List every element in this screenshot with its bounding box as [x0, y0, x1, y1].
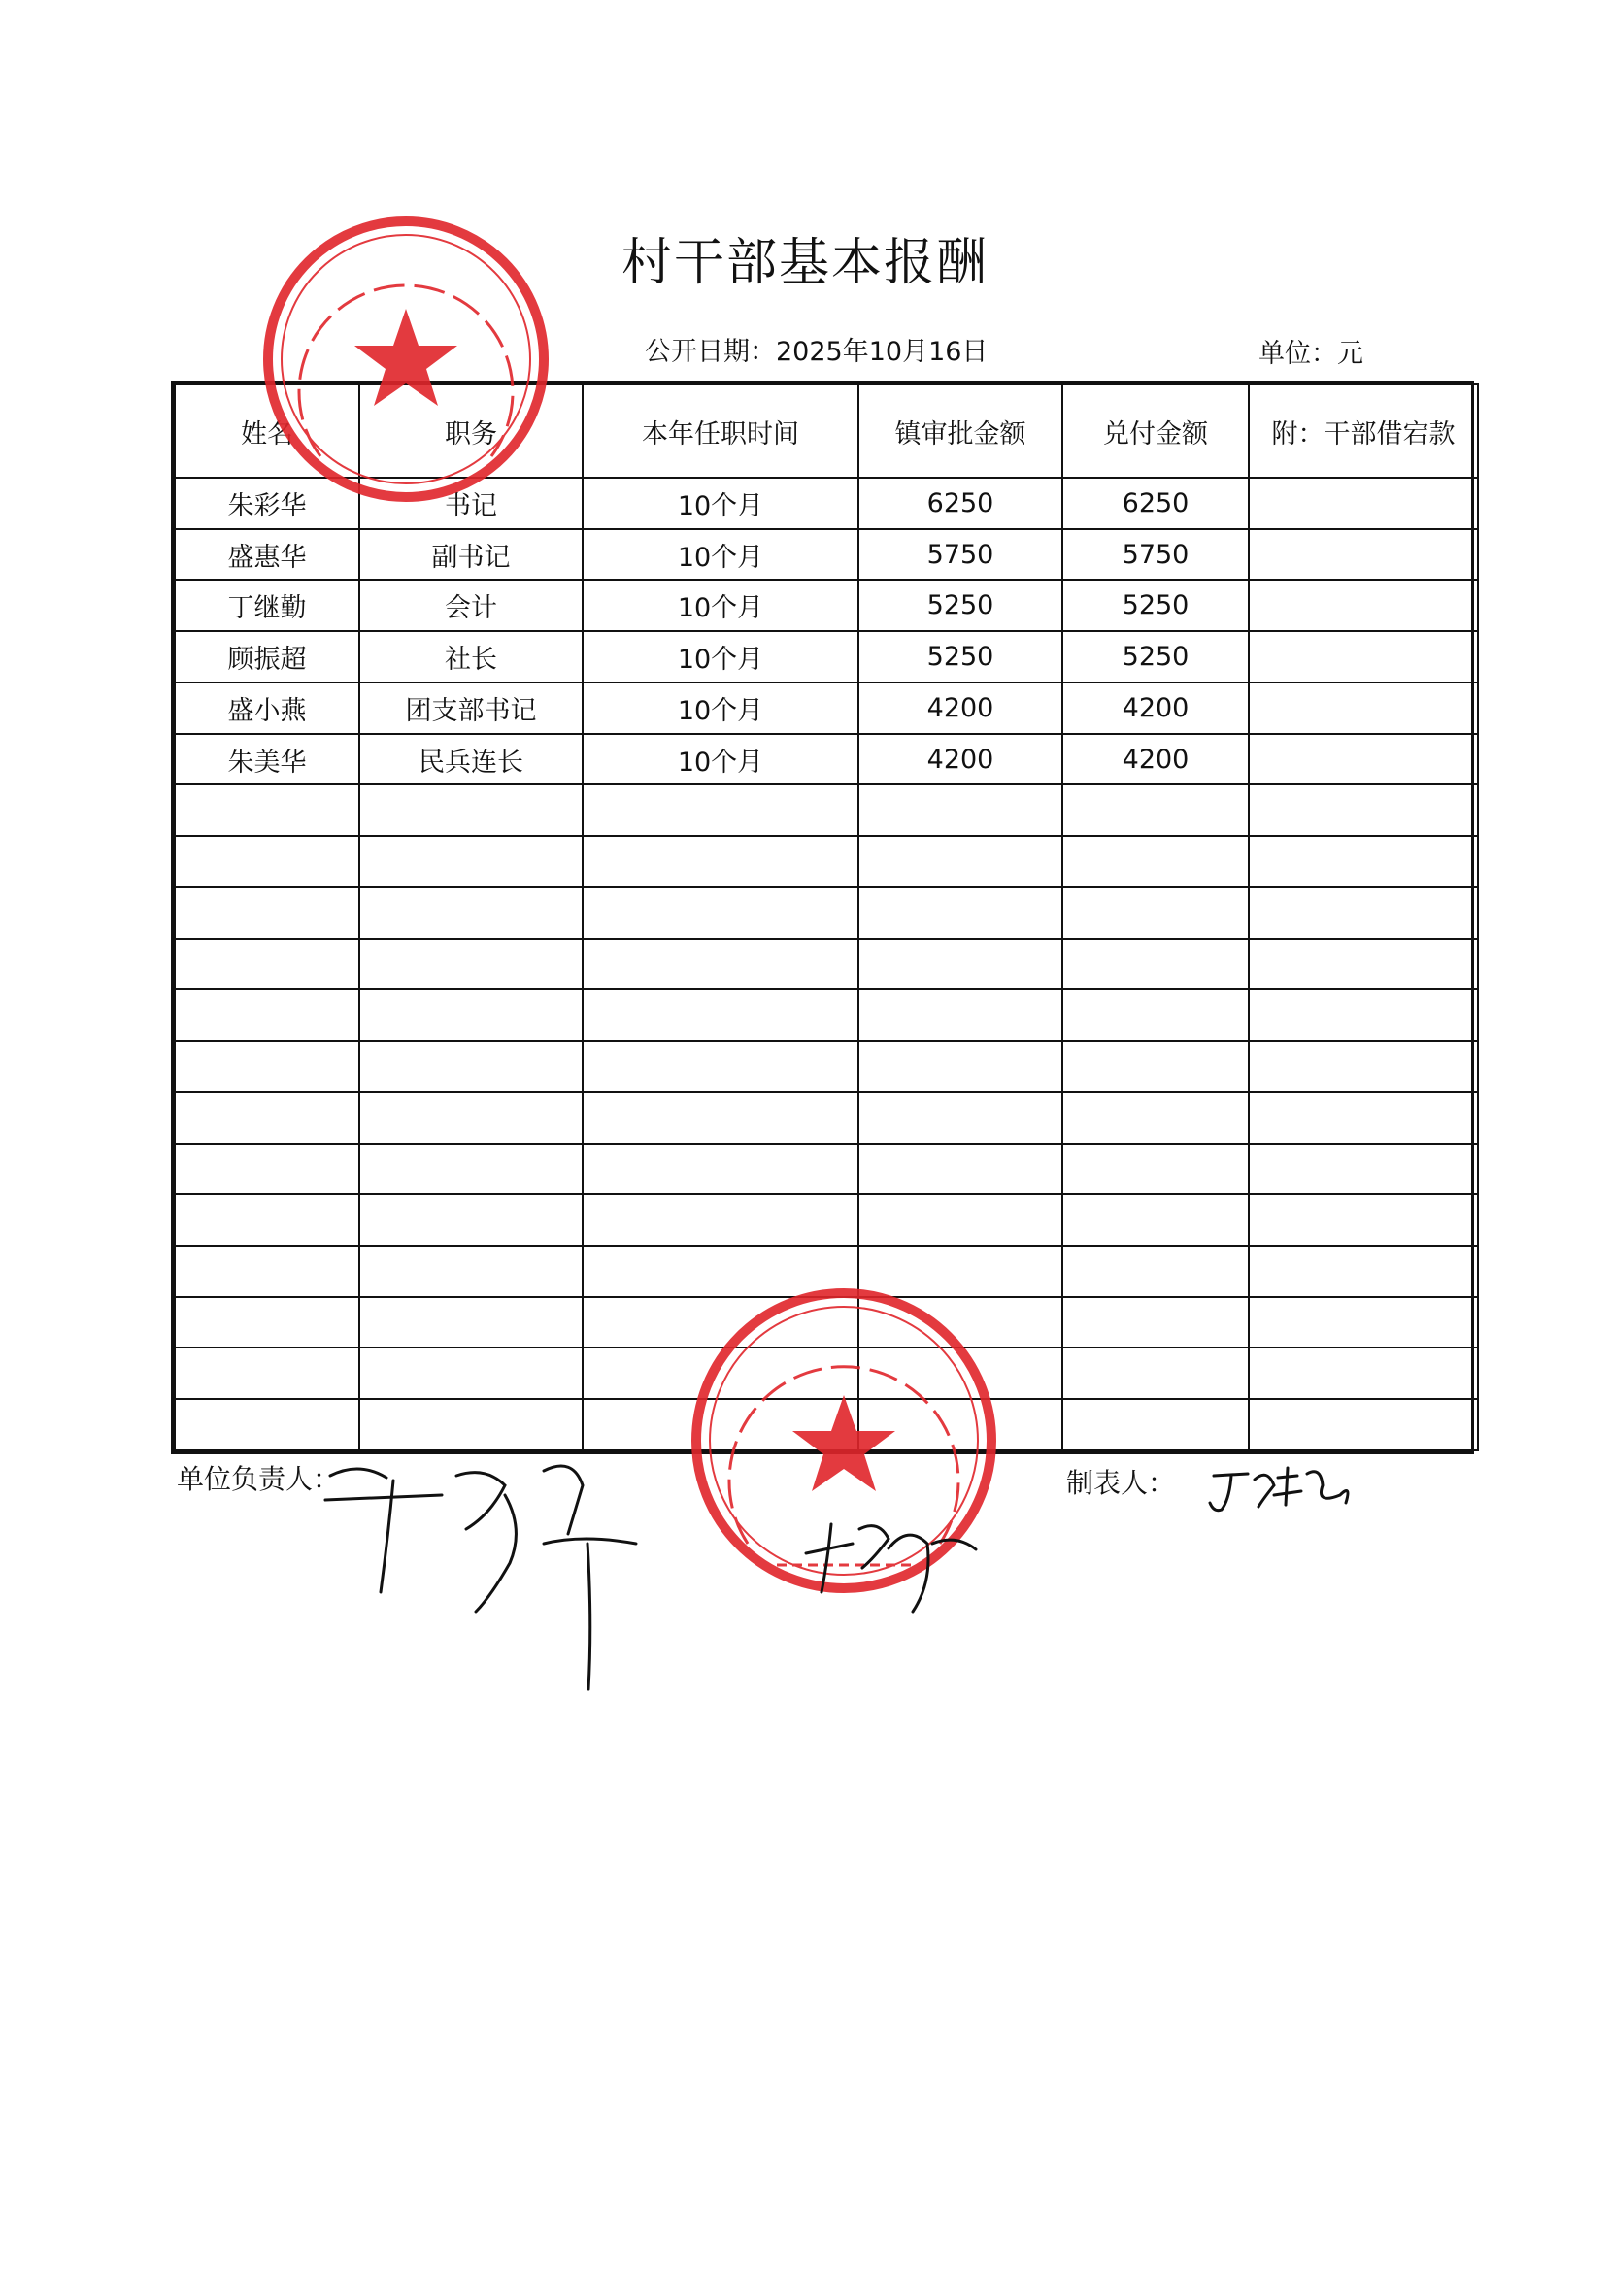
cell-position: [359, 1194, 583, 1246]
cell-position: [359, 1144, 583, 1195]
cell-paid-amount: [1062, 1194, 1249, 1246]
cell-approved-amount: 5250: [858, 580, 1062, 631]
table-row: [175, 631, 1478, 682]
preparer-signature: [1210, 1468, 1348, 1511]
cell-loans: [1249, 682, 1478, 734]
cell-position: [359, 784, 583, 836]
cell-tenure: [583, 1092, 858, 1144]
cell-approved-amount: [858, 1092, 1062, 1144]
cell-name: 丁继勤: [175, 580, 359, 631]
cell-position: 民兵连长: [359, 734, 583, 785]
cell-loans: [1249, 580, 1478, 631]
table-row: [175, 580, 1478, 631]
cell-loans: [1249, 784, 1478, 836]
cell-paid-amount: [1062, 887, 1249, 939]
cell-tenure: [583, 1297, 858, 1348]
table-row-blank: [175, 1144, 1478, 1195]
cell-name: [175, 1399, 359, 1450]
cell-name: [175, 1092, 359, 1144]
cell-position: 会计: [359, 580, 583, 631]
cell-name: 盛惠华: [175, 529, 359, 581]
currency-unit: 单位：元: [1258, 339, 1363, 369]
cell-name: [175, 887, 359, 939]
cell-loans: [1249, 631, 1478, 682]
cell-paid-amount: [1062, 1041, 1249, 1092]
cell-tenure: 10个月: [583, 478, 858, 529]
cell-tenure: [583, 1399, 858, 1450]
cell-tenure: 10个月: [583, 682, 858, 734]
header-loans: 附：干部借宕款: [1249, 384, 1478, 478]
cell-loans: [1249, 836, 1478, 887]
cell-paid-amount: [1062, 784, 1249, 836]
table-row: [175, 734, 1478, 785]
cell-loans: [1249, 1092, 1478, 1144]
cell-loans: [1249, 1041, 1478, 1092]
cell-position: 副书记: [359, 529, 583, 581]
cell-paid-amount: 6250: [1062, 478, 1249, 529]
cell-position: [359, 1041, 583, 1092]
cell-name: 盛小燕: [175, 682, 359, 734]
header-tenure: 本年任职时间: [583, 384, 858, 478]
cell-paid-amount: [1062, 939, 1249, 990]
cell-tenure: 10个月: [583, 580, 858, 631]
cell-name: [175, 1297, 359, 1348]
cell-paid-amount: 5250: [1062, 631, 1249, 682]
cell-position: 团支部书记: [359, 682, 583, 734]
cell-approved-amount: [858, 1297, 1062, 1348]
cell-approved-amount: [858, 1194, 1062, 1246]
publish-date: 公开日期：2025年10月16日: [645, 337, 989, 367]
cell-name: [175, 1041, 359, 1092]
cell-loans: [1249, 1246, 1478, 1297]
cell-name: [175, 1144, 359, 1195]
cell-loans: [1249, 1399, 1478, 1450]
cell-paid-amount: [1062, 1297, 1249, 1348]
cell-approved-amount: 6250: [858, 478, 1062, 529]
header-name: 姓名: [175, 384, 359, 478]
cell-loans: [1249, 1348, 1478, 1399]
cell-tenure: [583, 1348, 858, 1399]
cell-tenure: 10个月: [583, 631, 858, 682]
cell-name: 朱美华: [175, 734, 359, 785]
table-row-blank: [175, 1246, 1478, 1297]
table-row-blank: [175, 1399, 1478, 1450]
cell-position: 书记: [359, 478, 583, 529]
cell-paid-amount: [1062, 1246, 1249, 1297]
cell-paid-amount: 4200: [1062, 734, 1249, 785]
table-row-blank: [175, 1297, 1478, 1348]
cell-name: [175, 1194, 359, 1246]
supervisor-signature: [806, 1524, 976, 1612]
cell-approved-amount: [858, 1399, 1062, 1450]
cell-loans: [1249, 989, 1478, 1041]
cell-loans: [1249, 734, 1478, 785]
cell-approved-amount: 5750: [858, 529, 1062, 581]
table-row: [175, 682, 1478, 734]
cell-paid-amount: 4200: [1062, 682, 1249, 734]
cell-name: [175, 1348, 359, 1399]
table-row-blank: [175, 1041, 1478, 1092]
table-row-blank: [175, 887, 1478, 939]
table-header-row: [175, 384, 1478, 478]
cell-name: [175, 836, 359, 887]
cell-position: [359, 989, 583, 1041]
cell-position: [359, 1348, 583, 1399]
cell-paid-amount: [1062, 1348, 1249, 1399]
cell-loans: [1249, 939, 1478, 990]
page-title: 村干部基本报酬: [621, 234, 989, 292]
cell-name: [175, 1246, 359, 1297]
cell-tenure: [583, 1144, 858, 1195]
cell-approved-amount: [858, 989, 1062, 1041]
table-row-blank: [175, 1092, 1478, 1144]
cell-paid-amount: [1062, 836, 1249, 887]
cell-approved-amount: [858, 836, 1062, 887]
cell-approved-amount: [858, 939, 1062, 990]
responsible-person-label: 单位负责人：: [177, 1463, 341, 1495]
cell-loans: [1249, 1194, 1478, 1246]
cell-position: [359, 939, 583, 990]
cell-position: [359, 1246, 583, 1297]
cell-approved-amount: 4200: [858, 734, 1062, 785]
cell-name: 朱彩华: [175, 478, 359, 529]
cell-position: [359, 1092, 583, 1144]
cell-tenure: [583, 887, 858, 939]
table-row-blank: [175, 784, 1478, 836]
cell-tenure: [583, 989, 858, 1041]
cell-name: [175, 989, 359, 1041]
cell-position: 社长: [359, 631, 583, 682]
cell-loans: [1249, 1144, 1478, 1195]
cell-tenure: 10个月: [583, 734, 858, 785]
table-row-blank: [175, 836, 1478, 887]
cell-approved-amount: [858, 1041, 1062, 1092]
cell-position: [359, 1399, 583, 1450]
table-row-blank: [175, 1348, 1478, 1399]
cell-approved-amount: [858, 1348, 1062, 1399]
preparer-label: 制表人：: [1066, 1467, 1176, 1499]
cell-approved-amount: 4200: [858, 682, 1062, 734]
table-row-blank: [175, 939, 1478, 990]
table-row-blank: [175, 1194, 1478, 1246]
cell-loans: [1249, 478, 1478, 529]
cell-paid-amount: 5250: [1062, 580, 1249, 631]
cell-position: [359, 887, 583, 939]
cell-approved-amount: [858, 1144, 1062, 1195]
cell-loans: [1249, 529, 1478, 581]
cell-name: 顾振超: [175, 631, 359, 682]
table-row-blank: [175, 989, 1478, 1041]
cell-paid-amount: [1062, 1092, 1249, 1144]
cell-approved-amount: [858, 784, 1062, 836]
header-approved-amount: 镇审批金额: [858, 384, 1062, 478]
cell-position: [359, 1297, 583, 1348]
cell-tenure: [583, 939, 858, 990]
cell-approved-amount: [858, 1246, 1062, 1297]
cell-position: [359, 836, 583, 887]
cell-paid-amount: 5750: [1062, 529, 1249, 581]
cell-paid-amount: [1062, 989, 1249, 1041]
cell-approved-amount: [858, 887, 1062, 939]
cell-loans: [1249, 1297, 1478, 1348]
cell-tenure: [583, 1194, 858, 1246]
cell-paid-amount: [1062, 1144, 1249, 1195]
cell-tenure: [583, 836, 858, 887]
table-row: [175, 478, 1478, 529]
responsible-signature: [325, 1466, 636, 1689]
cell-loans: [1249, 887, 1478, 939]
cell-name: [175, 784, 359, 836]
cell-name: [175, 939, 359, 990]
cell-paid-amount: [1062, 1399, 1249, 1450]
header-position: 职务: [359, 384, 583, 478]
header-paid-amount: 兑付金额: [1062, 384, 1249, 478]
cell-tenure: [583, 1041, 858, 1092]
cell-tenure: [583, 1246, 858, 1297]
cell-tenure: 10个月: [583, 529, 858, 581]
compensation-table: [171, 381, 1474, 1454]
cell-tenure: [583, 784, 858, 836]
table-row: [175, 529, 1478, 581]
cell-approved-amount: 5250: [858, 631, 1062, 682]
